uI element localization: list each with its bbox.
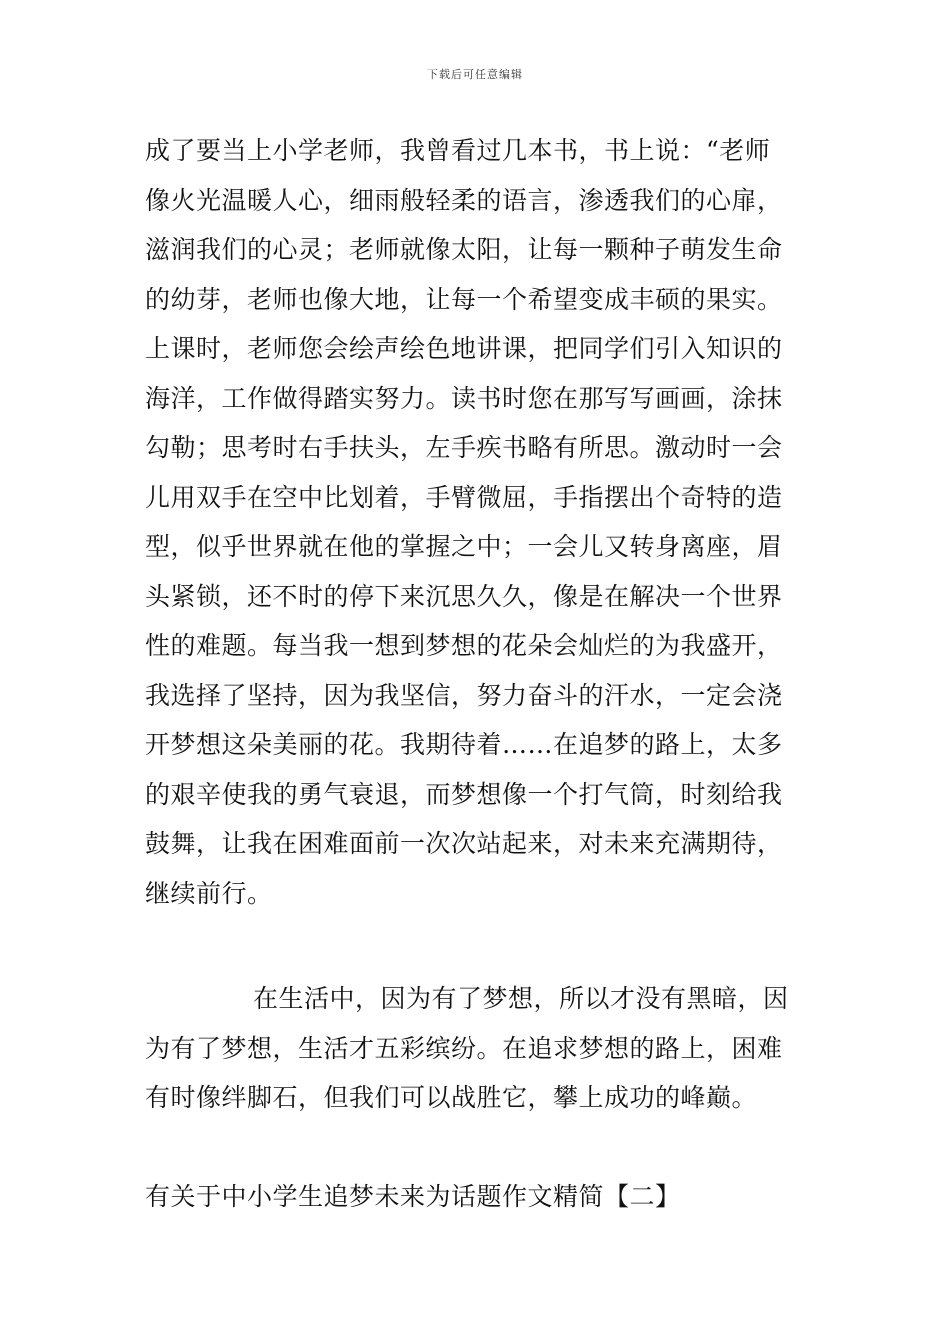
text-line: 我选择了坚持，因为我坚信，努力奋斗的汗水，一定会浇 — [145, 680, 783, 710]
text-line: 鼓舞，让我在困难面前一次次站起来，对未来充满期待， — [145, 829, 783, 858]
text-line: 开梦想这朵美丽的花。我期待着……在追梦的路上，太多 — [145, 730, 783, 759]
text-line: 有时像绊脚石，但我们可以战胜它，攀上成功的峰巅。 — [145, 1083, 758, 1112]
text-line: 性的难题。每当我一想到梦想的花朵会灿烂的为我盛开， — [145, 631, 783, 660]
text-line: 像火光温暖人心，细雨般轻柔的语言，渗透我们的心扉， — [145, 185, 783, 215]
text-line: 为有了梦想，生活才五彩缤纷。在追求梦想的路上，困难 — [145, 1033, 783, 1063]
text-line: 继续前行。 — [145, 878, 273, 908]
section-heading: 有关于中小学生追梦未来为话题作文精简【二】 — [145, 1182, 681, 1211]
text-line: 在生活中，因为有了梦想，所以才没有黑暗，因 — [253, 984, 789, 1013]
text-line: 成了要当上小学老师，我曾看过几本书，书上说：“老师 — [145, 136, 771, 165]
text-line: 头紧锁，还不时的停下来沉思久久，像是在解决一个世界 — [145, 581, 783, 611]
page-header-note: 下载后可任意编辑 — [427, 68, 523, 81]
text-line: 型，似乎世界就在他的掌握之中；一会儿又转身离座，眉 — [145, 532, 783, 561]
text-line: 上课时，老师您会绘声绘色地讲课，把同学们引入知识的 — [145, 334, 783, 363]
essay-paragraph-2 — [145, 974, 815, 1123]
text-line: 的幼芽，老师也像大地，让每一个希望变成丰硕的果实。 — [145, 284, 783, 314]
text-line: 儿用双手在空中比划着，手臂微屈，手指摆出个奇特的造 — [145, 482, 783, 512]
text-line: 勾勒；思考时右手扶头，左手疾书略有所思。激动时一会 — [145, 433, 783, 462]
text-line: 海洋，工作做得踏实努力。读书时您在那写写画画，涂抹 — [145, 383, 783, 413]
essay-paragraph-1 — [145, 126, 815, 918]
text-line: 的艰辛使我的勇气衰退，而梦想像一个打气筒，时刻给我 — [145, 779, 783, 809]
text-line: 滋润我们的心灵；老师就像太阳，让每一颗种子萌发生命 — [145, 235, 783, 264]
